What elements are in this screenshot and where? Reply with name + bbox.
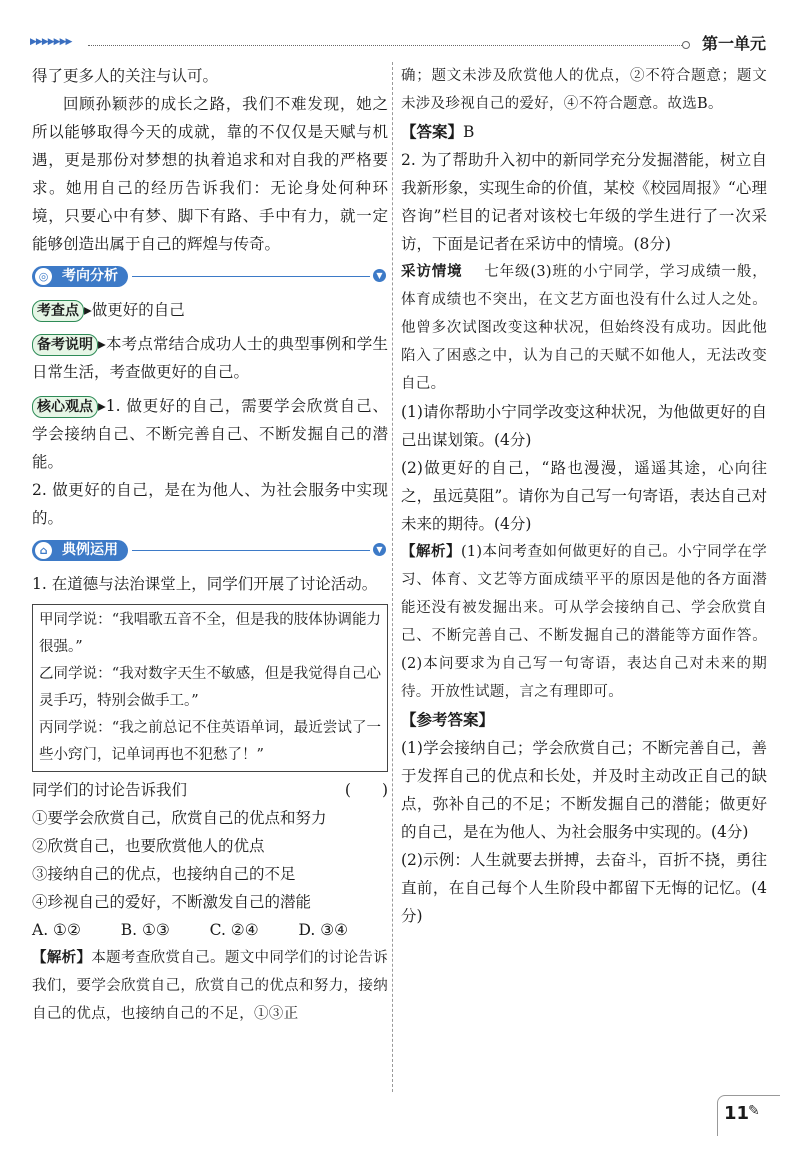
intro-para: 回顾孙颖莎的成长之路，我们不难发现，她之所以能够取得今天的成就，靠的不仅仅是天赋与机遇，更是那份对梦想的执着追求和对自我的严格要求。她用自己的经历告诉我们：无论身处何种环境，只要心中有梦、脚下有路、手中有力，就一定能够创造出属于自己的辉煌与传奇。: [32, 95, 388, 253]
sub-question-1: (1)请你帮助小宁同学改变这种状况，为他做更好的自己出谋划策。(4分): [401, 403, 767, 449]
intro-para-end: 得了更多人的关注与认可。: [32, 67, 219, 85]
choice-b: B. ①③: [120, 921, 170, 939]
section-header-examples: [32, 538, 388, 564]
chevron-down-icon: ▼: [373, 543, 386, 556]
building-icon: ⌂: [35, 542, 52, 559]
section-header-analysis: [32, 264, 388, 290]
core-view: 核心观点 ▸1. 做更好的自己，需要学会欣赏自己、学会接纳自己、不断完善自己、不断发掘自己的潜能。: [32, 397, 388, 471]
analysis-1: 【解析】本题考查欣赏自己。题文中同学们的讨论告诉我们，要学会欣赏自己，欣赏自己的优点和努力，接纳自己的优点，也接纳自己的不足，①③正: [32, 950, 388, 1022]
header-divider: [88, 45, 682, 46]
analysis-1-cont: 确；题文未涉及欣赏他人的优点，②不符合题意；题文未涉及珍视自己的爱好，④不符合题意。故选B。: [401, 68, 767, 112]
interview-context: 采访情境 七年级(3)班的小宁同学，学习成绩一般，体育成绩也不突出，在文艺方面也没有什么过人之处。他曾多次试图改变这种状况，但始终没有成功。因此他陷入了困惑之中，认为自己的天赋不如他人，无法改变自己。: [401, 264, 768, 392]
sub-question-2: (2)做更好的自己，“路也漫漫，遥遥其途，心向往之，虽远莫阻”。请你为自己写一句寄语，表达自己对未来的期待。(4分): [401, 459, 767, 533]
chevron-down-icon: ▼: [373, 269, 386, 282]
column-divider: [392, 62, 393, 1092]
discussion-box: [32, 604, 388, 772]
unit-title: 第一单元: [701, 34, 766, 53]
header-arrows: ▶▶▶▶▶▶▶: [30, 37, 72, 47]
option-2: ②欣赏自己，也要欣赏他人的优点: [32, 837, 265, 855]
page-number-box: [710, 1095, 780, 1135]
left-column: [32, 62, 388, 1028]
analysis-2: 【解析】(1)本问考查如何做更好的自己。小宁同学在学习、体育、文艺等方面成绩平平的原因是他的各方面潜能还没有被发掘出来。可从学会接纳自己、学会欣赏自己、不断完善自己、不断发掘自己的潜能等方面作答。(2)本问要求为自己写一句寄语，表达自己对未来的期待。开放性试题，言之有理即可。: [401, 544, 768, 700]
pen-icon: ✎: [748, 1103, 760, 1119]
page-header: [0, 28, 800, 58]
reference-answer-1: (1)学会接纳自己；学会欣赏自己；不断完善自己，善于发挥自己的优点和长处，并及时主动改正自己的缺点，弥补自己的不足；不断发掘自己的潜能；做更好的自己，是在为他人、为社会服务中实现的。(4分): [401, 739, 767, 841]
prep-note: 备考说明 ▸本考点常结合成功人士的典型事例和学生日常生活，考查做更好的自己。: [32, 335, 388, 381]
option-1: ①要学会欣赏自己，欣赏自己的优点和努力: [32, 809, 327, 827]
student-c-quote: 丙同学说：“我之前总记不住英语单词，最近尝试了一些小窍门，记单词再也不犯愁了！”: [39, 720, 381, 763]
answer-paren: ( ): [344, 781, 388, 799]
reference-answer-label: 【参考答案】: [401, 711, 495, 729]
section-title: 典例运用: [62, 542, 118, 558]
choice-row: [32, 916, 388, 944]
reference-answer-2: (2)示例：人生就要去拼搏，去奋斗，百折不挠，勇往直前，在自己每个人生阶段中都留下无悔的记忆。(4分): [401, 851, 767, 925]
page-number: 11: [724, 1103, 750, 1124]
answer-1: 【答案】B: [401, 123, 475, 141]
core-view-2: 2. 做更好的自己，是在为他人、为社会服务中实现的。: [32, 481, 388, 527]
core-view-tag: 核心观点: [32, 396, 98, 418]
option-3: ③接纳自己的优点，也接纳自己的不足: [32, 865, 296, 883]
target-icon: ◎: [35, 268, 52, 285]
question-1: 1. 在道德与法治课堂上，同学们开展了讨论活动。: [32, 575, 378, 593]
right-column: [401, 62, 767, 930]
exam-point: 考查点 ▸做更好的自己: [32, 296, 388, 324]
header-ring: [682, 41, 690, 49]
question-2: 2. 为了帮助升入初中的新同学充分发掘潜能，树立自我新形象，实现生命的价值，某校《校园周报》“心理咨询”栏目的记者对该校七年级的学生进行了一次采访，下面是记者在采访中的情境。(8分): [401, 151, 767, 253]
section-title: 考向分析: [62, 268, 118, 284]
choice-c: C. ②④: [209, 921, 259, 939]
question-stem: 同学们的讨论告诉我们 ( ): [32, 776, 388, 804]
student-a-quote: 甲同学说：“我唱歌五音不全，但是我的肢体协调能力很强。”: [39, 612, 381, 655]
student-b-quote: 乙同学说：“我对数字天生不敏感，但是我觉得自己心灵手巧，特别会做手工。”: [39, 666, 381, 709]
exam-point-tag: 考查点: [32, 300, 84, 322]
prep-note-tag: 备考说明: [32, 334, 98, 356]
choice-a: A. ①②: [32, 921, 81, 939]
choice-d: D. ③④: [298, 921, 348, 939]
option-4: ④珍视自己的爱好，不断激发自己的潜能: [32, 893, 312, 911]
